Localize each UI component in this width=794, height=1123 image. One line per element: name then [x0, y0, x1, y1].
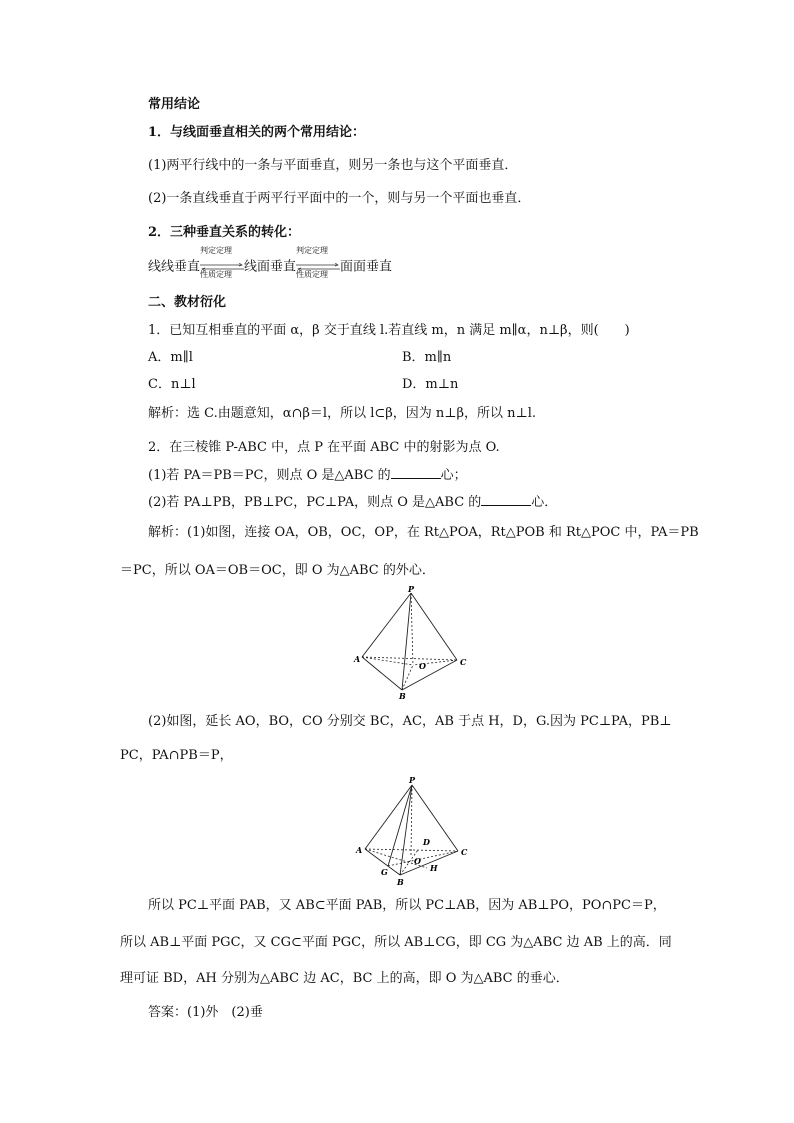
label-b: B	[397, 877, 404, 887]
answer-blank-1	[391, 466, 441, 479]
segment-gc	[388, 851, 458, 866]
label-o: O	[414, 856, 421, 866]
edge-bc	[400, 851, 458, 875]
q2-solution-3c: 理可证 BD，AH 分别为△ABC 边 AC，BC 上的高，即 O 为△ABC 的垂心．	[120, 971, 569, 986]
edge-pb	[402, 593, 411, 690]
section-title: 二、教材衍化	[148, 295, 227, 310]
label-p: P	[409, 775, 416, 785]
segment-po	[411, 593, 413, 665]
label-p: P	[408, 585, 415, 594]
chain-line-plane: 线面垂直	[244, 259, 297, 275]
q1-option-a: A．m∥l	[148, 350, 193, 365]
q2-answer: 答案：(1)外 (2)垂	[148, 1005, 263, 1020]
segment-pg	[388, 785, 412, 866]
label-b: B	[399, 691, 406, 701]
edge-pa	[362, 593, 411, 657]
conclusion-1a: (1)两平行线中的一条与平面垂直，则另一条也与这个平面垂直．	[148, 158, 518, 173]
label-h: H	[430, 863, 438, 873]
q2-part1	[148, 466, 467, 485]
edge-ac-hidden	[365, 849, 458, 851]
label-a: A	[356, 845, 363, 855]
q2-solution-2b: PC，PA∩PB＝P，	[120, 748, 233, 763]
arrow-label-bottom: 性质定理	[296, 270, 329, 279]
label-o: O	[419, 661, 426, 671]
answer-blank-2	[481, 493, 531, 506]
q2-stem: 2．在三棱锥 P-ABC 中，点 P 在平面 ABC 中的射影为点 O.	[148, 440, 500, 455]
tetrahedron-figure-1	[340, 585, 480, 703]
q1-solution: 解析：选 C.由题意知，α∩β＝l，所以 l⊂β，因为 n⊥β，所以 n⊥l.	[148, 406, 537, 421]
perpendicular-chain	[148, 246, 393, 279]
edge-ac-hidden	[362, 657, 457, 660]
conclusion-1b: (2)一条直线垂直于两平行平面中的一个，则与另一个平面也垂直．	[148, 191, 531, 206]
q1-stem: 1．已知互相垂直的平面 α，β 交于直线 l.若直线 m，n 满足 m∥α，n⊥β，则( )	[148, 323, 630, 338]
heading: 常用结论	[148, 97, 201, 112]
edge-ab	[362, 657, 402, 690]
edge-pc	[411, 593, 457, 660]
chain-arrow-2	[296, 246, 340, 279]
chain-plane-plane: 面面垂直	[340, 259, 393, 275]
chain-arrow-1	[200, 246, 244, 279]
chain-line-line: 线线垂直	[148, 259, 201, 275]
q1-option-c: C．n⊥l	[148, 377, 196, 392]
q2-part2-text: (2)若 PA⊥PB，PB⊥PC，PC⊥PA，则点 O 是△ABC 的	[148, 495, 482, 510]
arrow-label-top: 判定定理	[200, 246, 233, 255]
label-d: D	[423, 837, 430, 847]
q1-option-b: B．m∥n	[402, 350, 452, 365]
tetrahedron-figure-2	[345, 773, 475, 889]
q2-solution-3a: 所以 PC⊥平面 PAB，又 AB⊂平面 PAB，所以 PC⊥AB，因为 AB⊥PO，PO∩PC＝P，	[148, 898, 666, 913]
q2-solution-1a: 解析：(1)如图，连接 OA，OB，OC，OP，在 Rt△POA，Rt△POB 和 Rt△POC 中，PA＝PB	[148, 525, 699, 540]
conclusion-2: 2．三种垂直关系的转化：	[148, 225, 301, 240]
q2-part1-text: (1)若 PA＝PB＝PC，则点 O 是△ABC 的	[148, 468, 391, 483]
conclusion-1: 1．与线面垂直相关的两个常用结论：	[148, 125, 366, 140]
q2-solution-3b: 所以 AB⊥平面 PGC，又 CG⊂平面 PGC，所以 AB⊥CG，即 CG 为△ABC 边 AB 上的高．同	[120, 935, 672, 950]
label-c: C	[461, 847, 468, 857]
q2-part2-suffix: 心．	[531, 495, 558, 510]
label-g: G	[381, 867, 388, 877]
edge-pc	[412, 785, 458, 851]
label-c: C	[460, 657, 467, 667]
label-a: A	[354, 654, 361, 664]
q1-option-d: D．m⊥n	[402, 377, 459, 392]
segment-po	[411, 785, 412, 855]
q2-solution-2a: (2)如图，延长 AO，BO，CO 分别交 BC，AC，AB 于点 H，D，G.因为 PC⊥PA，PB⊥	[148, 714, 672, 729]
q2-solution-1b: ＝PC，所以 OA＝OB＝OC，即 O 为△ABC 的外心．	[120, 563, 435, 578]
q2-part2	[148, 493, 557, 512]
arrow-label-bottom: 性质定理	[200, 270, 233, 279]
arrow-label-top: 判定定理	[296, 246, 329, 255]
q2-part1-suffix: 心；	[440, 468, 467, 483]
